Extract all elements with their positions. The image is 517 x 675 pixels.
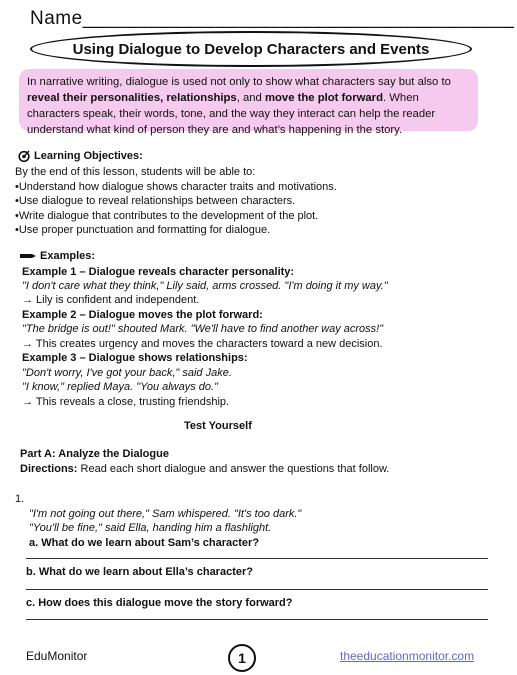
- page-title: Using Dialogue to Develop Characters and Events: [72, 40, 430, 58]
- question-b: b. What do we learn about Ella’s character?: [26, 566, 253, 578]
- example-3-title: Example 3 – Dialogue shows relationships:: [22, 352, 248, 364]
- objective-item: •Use dialogue to reveal relationships between characters.: [15, 195, 296, 207]
- example-3-note: → This reveals a close, trusting friendship.: [22, 396, 230, 408]
- example-1-title: Example 1 – Dialogue reveals character personality:: [22, 266, 295, 278]
- footer-brand: EduMonitor: [26, 649, 88, 663]
- target-icon: [18, 150, 30, 162]
- question-number: 1.: [15, 493, 25, 505]
- part-a-heading: Part A: Analyze the Dialogue: [20, 448, 169, 460]
- page-number-text: 1: [238, 650, 246, 666]
- question-a: a. What do we learn about Sam’s character?: [29, 537, 260, 549]
- example-2-note: → This creates urgency and moves the characters toward a new decision.: [22, 338, 383, 350]
- objective-item: •Understand how dialogue shows character traits and motivations.: [15, 181, 337, 193]
- intro-text-3: . When characters speak, their words, tone, and the way they interact can help the reader understand what kind of person they are and what’s happening in the story.: [27, 92, 436, 136]
- objective-item: •Use proper punctuation and formatting for dialogue.: [15, 224, 271, 236]
- objectives-lead: By the end of this lesson, students will be able to:: [15, 166, 256, 178]
- example-1-note: → Lily is confident and independent.: [22, 294, 200, 306]
- question-quote-2: "You'll be fine," said Ella, handing him a flashlight.: [29, 522, 272, 534]
- examples-heading-text: Examples:: [40, 250, 96, 262]
- question-quote-1: "I'm not going out there," Sam whispered. "It's too dark.": [29, 508, 302, 520]
- directions: [20, 462, 389, 477]
- pencil-icon: [20, 252, 36, 260]
- intro-bold-2: move the plot forward: [264, 92, 383, 104]
- example-3-quote-1: "Don't worry, I've got your back," said Jake.: [22, 367, 232, 379]
- example-2-quote: "The bridge is out!" shouted Mark. "We'll have to find another way across!": [22, 323, 384, 335]
- directions-label: Directions:: [20, 463, 78, 475]
- example-1-quote: "I don't care what they think," Lily said, arms crossed. "I'm doing it my way.": [22, 280, 388, 292]
- objectives-heading: [18, 150, 143, 162]
- footer-site-link[interactable]: theeducationmonitor.com: [340, 649, 475, 663]
- intro-bold-1: reveal their personalities, relationships: [27, 92, 237, 104]
- answer-line-a[interactable]: [26, 558, 488, 559]
- name-line: [30, 8, 514, 30]
- example-3-quote-2: "I know," replied Maya. "You always do.": [22, 381, 218, 393]
- objective-item: •Write dialogue that contributes to the development of the plot.: [15, 210, 319, 222]
- answer-line-c[interactable]: [26, 619, 488, 620]
- example-2-title: Example 2 – Dialogue moves the plot forward:: [22, 309, 263, 321]
- answer-line-b[interactable]: [26, 589, 488, 590]
- title-oval: [30, 31, 472, 67]
- name-blank: _______________________________________: [82, 8, 515, 29]
- directions-text: Read each short dialogue and answer the questions that follow.: [77, 463, 390, 475]
- examples-heading: [20, 250, 95, 262]
- test-heading: Test Yourself: [184, 420, 252, 432]
- intro-text-2: , and: [236, 92, 265, 104]
- objectives-heading-text: Learning Objectives:: [34, 150, 143, 162]
- page-number: [228, 644, 256, 672]
- intro-box: [19, 69, 478, 136]
- name-label: Name: [30, 8, 83, 29]
- intro-text-1: In narrative writing, dialogue is used not only to show what characters say but also to: [27, 76, 451, 88]
- question-c: c. How does this dialogue move the story forward?: [26, 597, 293, 609]
